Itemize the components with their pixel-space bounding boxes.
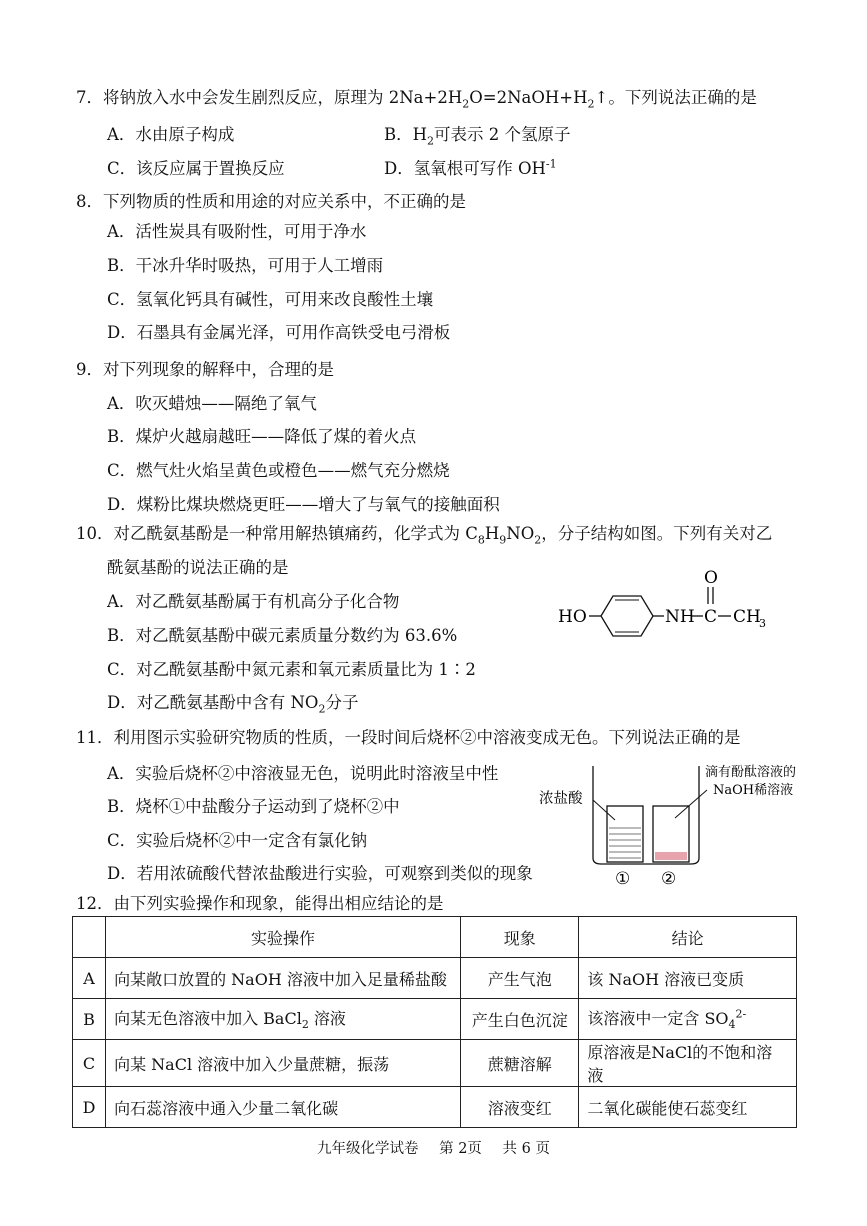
row-phenomenon: 产生气泡 xyxy=(461,958,579,999)
row-key: A xyxy=(73,958,106,999)
header-operation: 实验操作 xyxy=(106,917,461,958)
row-key: B xyxy=(73,999,106,1040)
row-phenomenon: 产生白色沉淀 xyxy=(461,999,579,1040)
q10-stem-line2: 酰氨基酚的说法正确的是 xyxy=(107,558,289,577)
beaker-experiment-figure xyxy=(535,758,835,888)
row-key: D xyxy=(73,1087,106,1128)
q7-option-c: C．该反应属于置换反应 xyxy=(107,159,285,178)
q8-option-c: C．氢氧化钙具有碱性，可用来改良酸性土壤 xyxy=(107,290,434,309)
q11-option-a: A．实验后烧杯②中溶液显无色，说明此时溶液呈中性 xyxy=(107,764,499,783)
q9-option-c: C．燃气灶火焰呈黄色或橙色——燃气充分燃烧 xyxy=(107,461,450,480)
row-conclusion: 原溶液是NaCl的不饱和溶液 xyxy=(579,1040,797,1087)
q11-option-d: D．若用浓硫酸代替浓盐酸进行实验，可观察到类似的现象 xyxy=(107,864,533,883)
q8-option-a: A．活性炭具有吸附性，可用于净水 xyxy=(107,222,367,241)
q10-option-a: A．对乙酰氨基酚属于有机高分子化合物 xyxy=(107,592,400,611)
beaker-1-label: ① xyxy=(615,869,631,888)
row-conclusion: 该 NaOH 溶液已变质 xyxy=(579,958,797,999)
row-operation: 向石蕊溶液中通入少量二氧化碳 xyxy=(106,1087,461,1128)
table-row xyxy=(73,958,797,999)
q9-option-d: D．煤粉比煤块燃烧更旺——增大了与氧气的接触面积 xyxy=(107,495,500,514)
q8-stem: 8．下列物质的性质和用途的对应关系中，不正确的是 xyxy=(76,192,466,211)
beaker-2-solution xyxy=(655,852,687,860)
experiment-table xyxy=(72,916,797,1128)
header-key xyxy=(73,917,106,958)
q11-stem: 11．利用图示实验研究物质的性质，一段时间后烧杯②中溶液变成无色。下列说法正确的是 xyxy=(76,728,741,747)
row-key: C xyxy=(73,1040,106,1087)
q7-option-b: B．$H_2$可表示 2 个氢原子 xyxy=(384,125,571,148)
row-operation: 向某 NaCl 溶液中加入少量蔗糖，振荡 xyxy=(106,1040,461,1087)
row-conclusion: 该溶液中一定含 $SO_4^{2-}$ xyxy=(579,999,797,1040)
q11-option-b: B．烧杯①中盐酸分子运动到了烧杯②中 xyxy=(107,797,400,816)
header-conclusion: 结论 xyxy=(579,917,797,958)
methyl-subscript: 3 xyxy=(759,617,766,630)
footer-total: 共 6 页 xyxy=(502,1141,550,1157)
q8-option-d: D．石墨具有金属光泽，可用作高铁受电弓滑板 xyxy=(107,323,451,342)
oxygen-label: O xyxy=(704,568,718,588)
benzene-ring xyxy=(601,596,653,636)
table-row xyxy=(73,1087,797,1128)
q10-option-b: B．对乙酰氨基酚中碳元素质量分数约为 63.6% xyxy=(107,626,458,645)
left-label: 浓盐酸 xyxy=(539,791,583,807)
q9-option-a: A．吹灭蜡烛——隔绝了氧气 xyxy=(107,394,317,413)
q10-option-c: C．对乙酰氨基酚中氮元素和氧元素质量比为 1∶2 xyxy=(107,660,476,679)
q7-stem: 7．将钠放入水中会发生剧烈反应，原理为 $2Na+2H_2O=2NaOH+H_2↑$。下列说法正确的是 xyxy=(76,88,757,111)
header-phenomenon: 现象 xyxy=(461,917,579,958)
q9-stem: 9．对下列现象的解释中，合理的是 xyxy=(76,360,334,379)
footer-page: 第 2页 xyxy=(439,1141,482,1157)
table-header-row xyxy=(73,917,797,958)
q7-option-a: A．水由原子构成 xyxy=(107,125,235,144)
row-operation: 向某敞口放置的 NaOH 溶液中加入足量稀盐酸 xyxy=(106,958,461,999)
right-label-line2: NaOH稀溶液 xyxy=(713,783,794,798)
q8-option-b: B．干冰升华时吸热，可用于人工增雨 xyxy=(107,256,384,275)
table-row xyxy=(73,999,797,1040)
row-phenomenon: 溶液变红 xyxy=(461,1087,579,1128)
methyl-label: CH xyxy=(733,607,761,627)
row-phenomenon: 蔗糖溶解 xyxy=(461,1040,579,1087)
q11-option-c: C．实验后烧杯②中一定含有氯化钠 xyxy=(107,831,368,850)
page-footer xyxy=(0,1137,867,1158)
q9-option-b: B．煤炉火越扇越旺——降低了煤的着火点 xyxy=(107,427,417,446)
row-conclusion: 二氧化碳能使石蕊变红 xyxy=(579,1087,797,1128)
table-row xyxy=(73,1040,797,1087)
footer-title: 九年级化学试卷 xyxy=(316,1141,419,1157)
beaker-2-label: ② xyxy=(661,869,677,888)
q10-option-d: D．对乙酰氨基酚中含有 $NO_2$分子 xyxy=(107,693,359,716)
carbon-label: C xyxy=(704,607,718,627)
molecule-structure-figure xyxy=(555,565,780,640)
hydroxyl-label: HO xyxy=(558,607,587,627)
amine-label: NH xyxy=(665,607,695,627)
q12-stem: 12．由下列实验操作和现象，能得出相应结论的是 xyxy=(76,894,444,913)
right-label-line1: 滴有酚酞溶液的 xyxy=(705,765,797,780)
row-operation: 向某无色溶液中加入 BaCl$_2$ 溶液 xyxy=(106,999,461,1040)
q10-stem: 10．对乙酰氨基酚是一种常用解热镇痛药，化学式为 $C_8H_9NO_2$，分子结构如图。下列有关对乙 xyxy=(76,524,773,547)
q7-option-d: D．氢氧根可写作 $OH^{-1}$ xyxy=(384,157,557,178)
